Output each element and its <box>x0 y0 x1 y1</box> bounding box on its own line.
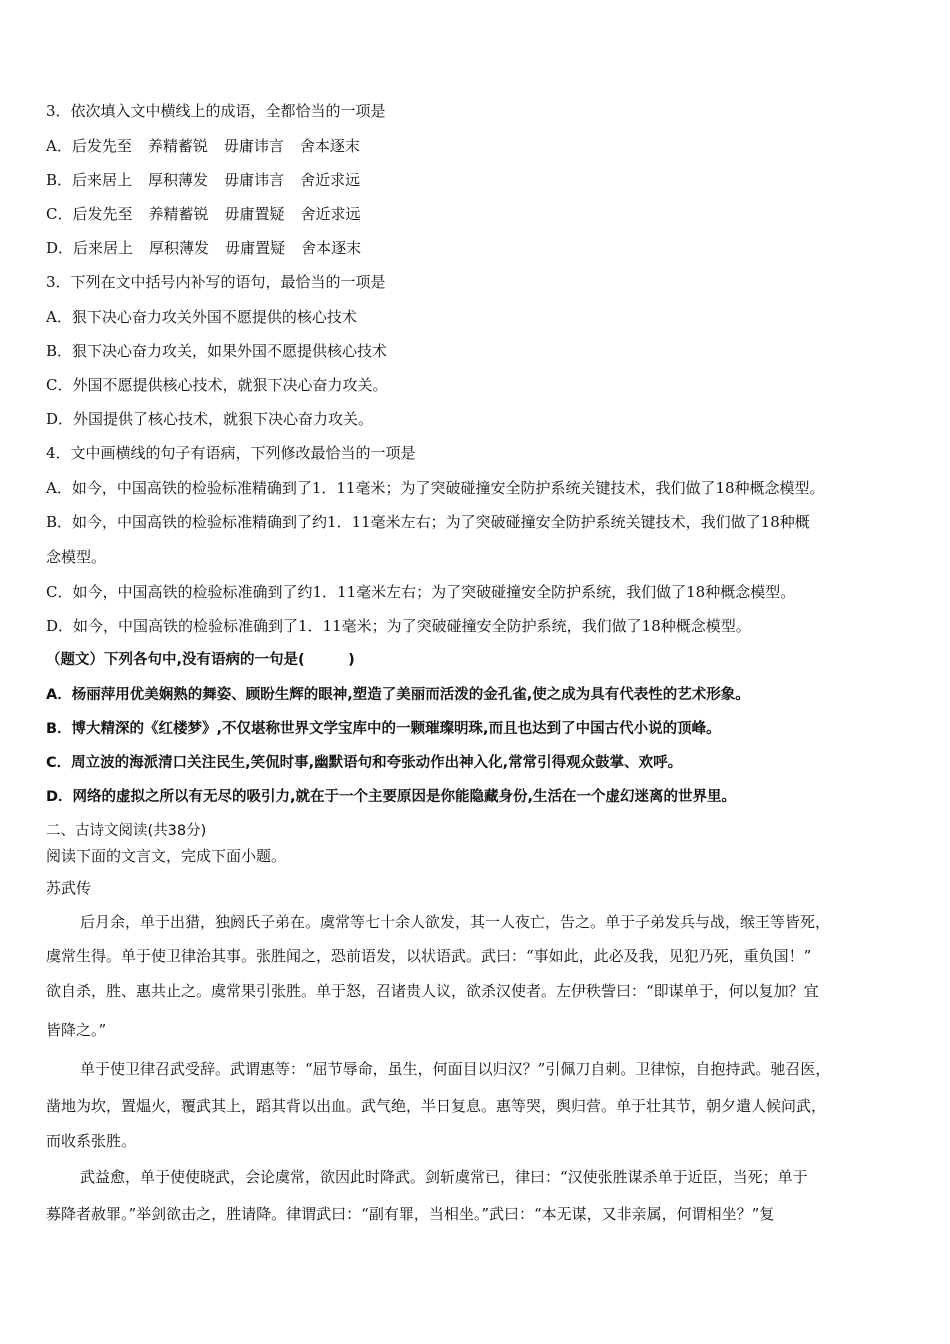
option-item: 后来居上 <box>73 239 134 257</box>
passage-line: 皆降之。” <box>46 1021 107 1039</box>
question-3b-option-d[interactable]: D．外国提供了核心技术，就狠下决心奋力攻关。 <box>46 410 374 428</box>
option-item: 毋庸置疑 <box>225 239 286 257</box>
option-item: 舍近求远 <box>300 205 361 223</box>
option-item: 毋庸讳言 <box>224 171 285 189</box>
question-3a-option-c[interactable] <box>46 204 361 224</box>
question-extra-option-d[interactable]: D．网络的虚拟之所以有无尽的吸引力,就在于一个主要原因是你能隐藏身份,生活在一个虚幻迷离的世界里。 <box>46 789 737 805</box>
passage-line: 单于使卫律召武受辞。武谓惠等：“屈节辱命，虽生，何面目以归汉？”引佩刀自刺。卫律惊，自抱持武。驰召医， <box>80 1060 831 1078</box>
option-item: 养精蓄锐 <box>148 205 209 223</box>
option-item: 后发先至 <box>72 205 133 223</box>
passage-line: 募降者赦罪。”举剑欲击之，胜请降。律谓武曰：“副有罪，当相坐。”武曰：“本无谋，又非亲属，何谓相坐？”复 <box>46 1205 775 1223</box>
question-4-option-d[interactable]: D．如今，中国高铁的检验标准确到了1．11毫米；为了突破碰撞安全防护系统，我们做了18种概念模型。 <box>46 617 751 635</box>
option-label: A． <box>46 137 72 155</box>
question-extra-option-c[interactable]: C．周立波的海派清口关注民生,笑侃时事,幽默语句和夸张动作出神入化,常常引得观众鼓掌、欢呼。 <box>46 755 683 771</box>
section-heading: 二、古诗文阅读(共38分) <box>46 823 207 839</box>
option-item: 厚积薄发 <box>148 171 209 189</box>
option-item: 后来居上 <box>72 171 133 189</box>
section-instruction: 阅读下面的文言文，完成下面小题。 <box>46 847 287 865</box>
question-3b-title: 3．下列在文中括号内补写的语句，最恰当的一项是 <box>46 273 386 291</box>
question-4-title: 4．文中画横线的句子有语病，下列修改最恰当的一项是 <box>46 444 416 462</box>
passage-line: 后月余，单于出猎，独阏氏子弟在。虞常等七十余人欲发，其一人夜亡，告之。单于子弟发兵与战，缑王等皆死， <box>80 913 831 931</box>
option-item: 舍本逐末 <box>301 239 362 257</box>
option-item: 毋庸置疑 <box>224 205 285 223</box>
passage-title: 苏武传 <box>46 879 92 897</box>
passage-line: 而收系张胜。 <box>46 1132 137 1150</box>
passage-line: 虞常生得。单于使卫律治其事。张胜闻之，恐前语发，以状语武。武曰：“事如此，此必及我，见犯乃死，重负国！” <box>46 947 812 965</box>
question-3b-option-a[interactable]: A．狠下决心奋力攻关外国不愿提供的核心技术 <box>46 308 357 326</box>
option-item: 养精蓄锐 <box>147 137 208 155</box>
passage-line: 凿地为坎，置煴火，覆武其上，蹈其背以出血。武气绝，半日复息。惠等哭，舆归营。单于壮其节，朝夕遣人候问武， <box>46 1097 827 1115</box>
question-extra-option-a[interactable]: A．杨丽萍用优美娴熟的舞姿、顾盼生辉的眼神,塑造了美丽而活泼的金孔雀,使之成为具有代表性的艺术形象。 <box>46 687 750 703</box>
question-3b-option-c[interactable]: C．外国不愿提供核心技术，就狠下决心奋力攻关。 <box>46 376 388 394</box>
question-4-option-a[interactable]: A．如今，中国高铁的检验标准精确到了1．11毫米；为了突破碰撞安全防护系统关键技术，我们做了18种概念模型。 <box>46 479 825 497</box>
passage-line: 欲自杀，胜、惠共止之。虞常果引张胜。单于怒，召诸贵人议，欲杀汉使者。左伊秩訾曰：“即谋单于，何以复加？宜 <box>46 982 819 1000</box>
option-label: D． <box>46 239 74 257</box>
question-extra-option-b[interactable]: B．博大精深的《红楼梦》,不仅堪称世界文学宝库中的一颗璀璨明珠,而且也达到了中国古代小说的顶峰。 <box>46 721 721 737</box>
question-4-option-b[interactable]: B．如今，中国高铁的检验标准精确到了约1．11毫米左右；为了突破碰撞安全防护系统关键技术，我们做了18种概 <box>46 513 810 531</box>
question-4-option-c[interactable]: C．如今，中国高铁的检验标准确到了约1．11毫米左右；为了突破碰撞安全防护系统，我们做了18种概念模型。 <box>46 583 796 601</box>
question-extra-title: （题文）下列各句中,没有语病的一句是( ) <box>46 652 355 668</box>
question-3a-option-d[interactable] <box>46 238 361 258</box>
option-label: C． <box>46 205 73 223</box>
question-3b-option-b[interactable]: B．狠下决心奋力攻关，如果外国不愿提供核心技术 <box>46 342 388 360</box>
option-item: 舍本逐末 <box>299 137 360 155</box>
option-item: 舍近求远 <box>300 171 361 189</box>
option-item: 厚积薄发 <box>149 239 210 257</box>
question-3a-option-a[interactable] <box>46 136 360 156</box>
passage-line: 武益愈，单于使使晓武，会论虞常，欲因此时降武。剑斩虞常已，律曰：“汉使张胜谋杀单于近臣，当死；单于 <box>80 1168 808 1186</box>
option-item: 毋庸讳言 <box>223 137 284 155</box>
option-label: B． <box>46 171 73 189</box>
question-3a-option-b[interactable] <box>46 170 360 190</box>
question-3a-title: 3．依次填入文中横线上的成语，全都恰当的一项是 <box>46 102 386 120</box>
question-4-option-b-cont[interactable]: 念模型。 <box>46 548 107 566</box>
option-item: 后发先至 <box>71 137 132 155</box>
